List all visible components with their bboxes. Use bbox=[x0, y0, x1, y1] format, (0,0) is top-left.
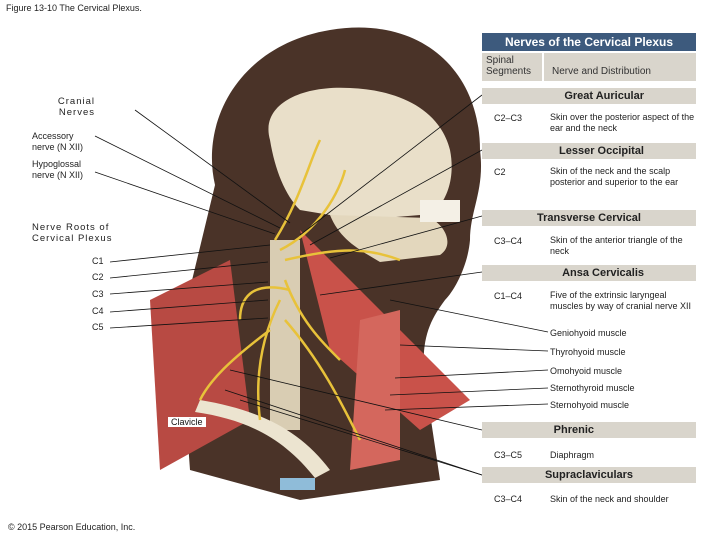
clavicle-joint bbox=[280, 478, 315, 490]
label-hypoglossal-nerve: Hypoglossal nerve (N XII) bbox=[32, 159, 94, 181]
nerve-name-great-auricular: Great Auricular bbox=[482, 88, 696, 104]
copyright: © 2015 Pearson Education, Inc. bbox=[8, 522, 136, 532]
nerve-name-lesser-occipital: Lesser Occipital bbox=[482, 143, 696, 159]
nerve-name-supraclaviculars: Supraclaviculars bbox=[482, 467, 696, 483]
distribution-ansa-cervicalis: Five of the extrinsic laryngeal muscles by way of cranial nerve XII bbox=[550, 290, 692, 311]
distribution-supraclaviculars: Skin of the neck and shoulder bbox=[550, 494, 669, 504]
segment-transverse-cervical: C3–C4 bbox=[494, 236, 523, 246]
label-root-c1: C1 bbox=[92, 256, 104, 266]
muscle-geniohyoid: Geniohyoid muscle bbox=[550, 328, 627, 338]
distribution-transverse-cervical: Skin of the anterior triangle of the neck bbox=[550, 235, 683, 256]
segment-ansa-cervicalis: C1–C4 bbox=[494, 291, 523, 301]
teeth bbox=[420, 200, 460, 222]
cervical-vertebrae bbox=[270, 240, 300, 430]
label-nerve-roots: Nerve Roots of Cervical Plexus bbox=[32, 222, 113, 244]
column-header-distribution: Nerve and Distribution bbox=[544, 53, 696, 81]
muscle-thyrohyoid: Thyrohyoid muscle bbox=[550, 347, 626, 357]
label-accessory-nerve: Accessory nerve (N XII) bbox=[32, 131, 94, 153]
label-clavicle: Clavicle bbox=[168, 417, 206, 427]
segment-great-auricular: C2–C3 bbox=[494, 113, 523, 123]
nerve-name-phrenic: Phrenic bbox=[482, 422, 696, 438]
distribution-great-auricular: Skin over the posterior aspect of the ear and the neck bbox=[550, 112, 695, 133]
nerve-name-ansa-cervicalis: Ansa Cervicalis bbox=[482, 265, 696, 281]
segment-supraclaviculars: C3–C4 bbox=[494, 494, 523, 504]
figure-title: Figure 13-10 The Cervical Plexus. bbox=[6, 3, 142, 13]
muscle-sternohyoid: Sternohyoid muscle bbox=[550, 400, 630, 410]
column-header-segments: Spinal Segments bbox=[482, 53, 542, 81]
muscle-omohyoid: Omohyoid muscle bbox=[550, 366, 623, 376]
label-cranial-nerves: Cranial Nerves bbox=[57, 96, 95, 118]
label-root-c3: C3 bbox=[92, 289, 104, 299]
muscle-sternothyroid: Sternothyroid muscle bbox=[550, 383, 635, 393]
label-root-c2: C2 bbox=[92, 272, 104, 282]
table-title: Nerves of the Cervical Plexus bbox=[482, 33, 696, 51]
label-root-c4: C4 bbox=[92, 306, 104, 316]
distribution-phrenic: Diaphragm bbox=[550, 450, 595, 460]
distribution-lesser-occipital: Skin of the neck and the scalp posterior and superior to the ear bbox=[550, 166, 679, 187]
segment-phrenic: C3–C5 bbox=[494, 450, 523, 460]
label-root-c5: C5 bbox=[92, 322, 104, 332]
segment-lesser-occipital: C2 bbox=[494, 167, 506, 177]
nerve-name-transverse-cervical: Transverse Cervical bbox=[482, 210, 696, 226]
